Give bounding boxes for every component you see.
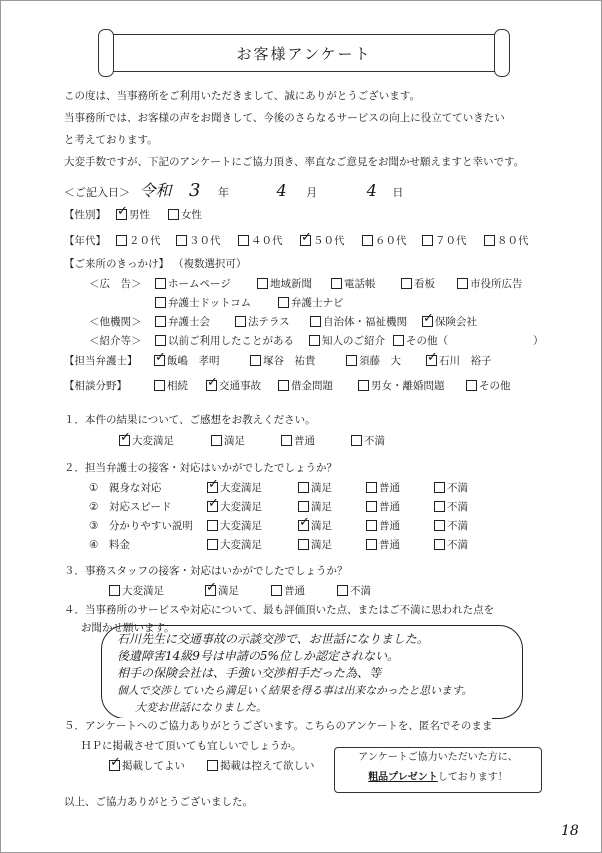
checkbox[interactable]	[362, 235, 373, 246]
option-label: 以前ご利用したことがある	[168, 335, 294, 347]
checkbox[interactable]	[278, 297, 289, 308]
checkbox[interactable]	[422, 316, 433, 327]
source-option[interactable]	[155, 333, 309, 348]
option-label: 不満	[447, 482, 468, 494]
gift-notice	[334, 747, 542, 793]
checkbox[interactable]	[235, 316, 246, 327]
q2-item	[89, 499, 468, 514]
checkbox[interactable]	[109, 585, 120, 596]
source-option[interactable]	[422, 314, 477, 329]
checkbox[interactable]	[116, 235, 127, 246]
option-label: 普通	[379, 539, 400, 551]
answer-line: 後遺障害14級9号は申請の5%位しか認定されない。	[117, 649, 399, 663]
checkbox[interactable]	[206, 380, 217, 391]
page-number: 18	[561, 823, 579, 839]
q5-options	[109, 758, 315, 773]
checkbox[interactable]	[366, 482, 377, 493]
checkbox[interactable]	[337, 585, 348, 596]
checkbox[interactable]	[155, 278, 166, 289]
date-month-unit: 月	[306, 186, 318, 199]
date-day: 4	[366, 181, 377, 200]
q1-option[interactable]	[351, 433, 385, 448]
checkbox[interactable]	[155, 316, 166, 327]
option-label: ８０代	[497, 235, 529, 247]
source-ads-row	[89, 276, 523, 291]
option-label: 普通	[294, 435, 315, 447]
option-label: 大変満足	[220, 520, 262, 532]
intro-line: この度は、当事務所をご利用いただきまして、誠にありがとうございます。	[64, 90, 420, 102]
checkbox[interactable]	[457, 278, 468, 289]
q2-option[interactable]	[366, 518, 434, 533]
option-label: 弁護士ナビ	[291, 297, 344, 309]
q1-option[interactable]	[211, 433, 281, 448]
source-note: （複数選択可）	[173, 258, 247, 270]
checkbox[interactable]	[176, 235, 187, 246]
date-year: 3	[189, 180, 201, 201]
option-label: 掲載は控えて欲しい	[220, 760, 315, 772]
checkbox[interactable]	[298, 539, 309, 550]
option-label: ホームページ	[168, 278, 231, 290]
option-label: 電話帳	[344, 278, 376, 290]
lawyer-row	[64, 353, 492, 368]
lawyer-option[interactable]	[426, 353, 492, 368]
option-label: 保険会社	[435, 316, 477, 328]
title-banner	[111, 34, 497, 72]
q2-option[interactable]	[366, 480, 434, 495]
option-label: 普通	[379, 520, 400, 532]
intro-line: 当事務所では、お客様の声をお聞きして、今後のさらなるサービスの向上に役立てていきたい	[64, 112, 505, 124]
date-day-unit: 日	[392, 186, 404, 199]
gender-label: 【性別】	[64, 209, 106, 221]
checkbox[interactable]	[434, 520, 445, 531]
checkbox[interactable]	[278, 380, 289, 391]
checkbox[interactable]	[434, 501, 445, 512]
option-label: その他（	[406, 335, 448, 347]
checkbox[interactable]	[298, 520, 309, 531]
field-option[interactable]	[466, 378, 511, 393]
age-label: 【年代】	[64, 235, 106, 247]
checkbox[interactable]	[109, 760, 120, 771]
checkbox[interactable]	[346, 355, 357, 366]
checkbox[interactable]	[331, 278, 342, 289]
q3-option[interactable]	[205, 583, 271, 598]
option-label: その他	[479, 380, 511, 392]
field-option[interactable]	[278, 378, 358, 393]
checkbox[interactable]	[366, 501, 377, 512]
date-era: 令和	[139, 181, 172, 200]
checkbox[interactable]	[257, 278, 268, 289]
option-label: 弁護士会	[168, 316, 210, 328]
option-label: 不満	[364, 435, 385, 447]
checkbox[interactable]	[154, 355, 165, 366]
checkbox[interactable]	[271, 585, 282, 596]
option-label: 女性	[181, 209, 202, 221]
q3-options	[109, 583, 371, 598]
option-label: 満足	[311, 539, 332, 551]
q2-item	[89, 480, 468, 495]
option-label: 大変満足	[122, 585, 164, 597]
option-label: 普通	[379, 482, 400, 494]
lawyer-option[interactable]	[154, 353, 250, 368]
scroll-cap-right	[494, 29, 510, 77]
age-option[interactable]	[238, 233, 300, 248]
option-label: ５０代	[313, 235, 345, 247]
checkbox[interactable]	[466, 380, 477, 391]
q1-option[interactable]	[119, 433, 211, 448]
q2-option[interactable]	[434, 518, 468, 533]
scroll-cap-left	[98, 29, 114, 77]
option-label: 不満	[447, 520, 468, 532]
intro-line: と考えております。	[64, 134, 158, 146]
option-label: 飯嶋 孝明	[167, 355, 220, 367]
q2-item-label: ② 対応スピード	[89, 501, 172, 513]
source-ads-row-2	[155, 295, 344, 310]
source-agency-row	[89, 314, 477, 329]
age-option[interactable]	[484, 233, 529, 248]
field-option[interactable]	[206, 378, 278, 393]
option-label: ２０代	[129, 235, 161, 247]
checkbox[interactable]	[366, 539, 377, 550]
other-close-paren: ）	[533, 335, 544, 347]
checkbox[interactable]	[238, 235, 249, 246]
option-label: ３０代	[189, 235, 221, 247]
option-label: 石川 裕子	[439, 355, 492, 367]
source-heading	[64, 256, 247, 271]
q2-option[interactable]	[434, 537, 468, 552]
checkbox[interactable]	[155, 297, 166, 308]
gender-option-male[interactable]	[116, 207, 168, 222]
q4-answer	[117, 631, 472, 716]
checkbox[interactable]	[434, 482, 445, 493]
q2-text: ２．担当弁護士の接客・対応はいかがでしたでしょうか？	[64, 462, 337, 474]
q5-text-2: ＨＰに掲載させて頂いても宜しいでしょうか。	[81, 740, 302, 752]
checkbox[interactable]	[298, 482, 309, 493]
option-label: 須藤 大	[359, 355, 401, 367]
q5-option[interactable]	[109, 758, 207, 773]
option-label: 大変満足	[220, 539, 262, 551]
checkbox[interactable]	[300, 235, 311, 246]
source-option[interactable]	[278, 295, 344, 310]
option-label: 知人のご紹介	[322, 335, 385, 347]
gender-row	[64, 207, 202, 222]
age-option[interactable]	[422, 233, 484, 248]
option-label: 地域新聞	[270, 278, 312, 290]
field-option[interactable]	[358, 378, 466, 393]
q2-option[interactable]	[207, 518, 298, 533]
date-label: ＜ご記入日＞	[64, 186, 130, 199]
lawyer-option[interactable]	[346, 353, 426, 368]
group-label: ＜紹介等＞	[89, 335, 142, 347]
option-label: 満足	[218, 585, 239, 597]
page-title: お客様アンケート	[236, 44, 372, 63]
option-label: 大変満足	[220, 501, 262, 513]
checkbox[interactable]	[250, 355, 261, 366]
checkbox[interactable]	[401, 278, 412, 289]
source-option[interactable]	[155, 314, 235, 329]
source-referral-row	[89, 333, 544, 348]
option-label: 不満	[447, 501, 468, 513]
group-label: ＜他機関＞	[89, 316, 142, 328]
checkbox[interactable]	[207, 482, 218, 493]
intro-text	[64, 85, 524, 173]
option-label: 大変満足	[132, 435, 174, 447]
group-label: ＜広 告＞	[89, 278, 142, 290]
q3-option[interactable]	[109, 583, 205, 598]
q2-option[interactable]	[298, 499, 366, 514]
q4-text-2: お聞かせ願います。	[81, 622, 175, 634]
source-option[interactable]	[155, 276, 257, 291]
date-year-unit: 年	[217, 186, 229, 199]
q2-option[interactable]	[207, 537, 298, 552]
answer-line: 石川先生に交通事故の示談交渉で、お世話になりました。	[117, 632, 429, 646]
option-label: ４０代	[251, 235, 283, 247]
field-label: 【相談分野】	[64, 380, 127, 392]
checkbox[interactable]	[366, 520, 377, 531]
q2-option[interactable]	[298, 537, 366, 552]
option-label: 普通	[379, 501, 400, 513]
checkbox[interactable]	[205, 585, 216, 596]
option-label: 塚谷 祐貴	[263, 355, 316, 367]
option-label: 男性	[129, 209, 150, 221]
q2-item	[89, 537, 468, 552]
option-label: 自治体・福祉機関	[323, 316, 407, 328]
source-option[interactable]	[257, 276, 331, 291]
checkbox[interactable]	[154, 380, 165, 391]
q3-option[interactable]	[271, 583, 337, 598]
q4-text: ４．当事務所のサービスや対応について、最も評価頂いた点、またはご不満に思われた点を	[64, 604, 495, 616]
option-label: 満足	[311, 482, 332, 494]
notice-tail: しております！	[437, 772, 508, 783]
source-option[interactable]	[457, 276, 523, 291]
option-label: 満足	[311, 520, 332, 532]
q2-item-label: ④ 料金	[89, 539, 130, 551]
lawyer-option[interactable]	[250, 353, 346, 368]
q2-item	[89, 518, 468, 533]
option-label: 交通事故	[219, 380, 261, 392]
intro-line: 大変手数ですが、下記のアンケートにご協力頂き、率直なご意見をお聞かせ願えますと幸いです。	[64, 156, 525, 168]
q3-text: ３．事務スタッフの接客・対応はいかがでしたでしょうか？	[64, 565, 348, 577]
age-option[interactable]	[116, 233, 176, 248]
source-option[interactable]	[309, 333, 393, 348]
gender-option-female[interactable]	[168, 207, 202, 222]
q2-option[interactable]	[434, 480, 468, 495]
q1-option[interactable]	[281, 433, 351, 448]
option-label: 満足	[311, 501, 332, 513]
source-option[interactable]	[331, 276, 401, 291]
option-label: 市役所広告	[470, 278, 523, 290]
option-label: 弁護士ドットコム	[168, 297, 252, 309]
option-label: 借金問題	[291, 380, 333, 392]
option-label: ７０代	[435, 235, 467, 247]
option-label: 法テラス	[248, 316, 290, 328]
checkbox[interactable]	[155, 335, 166, 346]
q1-options	[119, 433, 385, 448]
option-label: 満足	[224, 435, 245, 447]
option-label: 普通	[284, 585, 305, 597]
age-option[interactable]	[176, 233, 238, 248]
checkbox[interactable]	[434, 539, 445, 550]
q2-option[interactable]	[366, 499, 434, 514]
answer-line: 相手の保険会社は、手強い交渉相手だった為、等	[117, 666, 382, 680]
date-row	[64, 178, 403, 201]
checkbox[interactable]	[207, 520, 218, 531]
checkbox[interactable]	[426, 355, 437, 366]
option-label: 不満	[350, 585, 371, 597]
checkbox[interactable]	[116, 209, 127, 220]
checkbox[interactable]	[211, 435, 222, 446]
checkbox[interactable]	[207, 539, 218, 550]
age-option[interactable]	[300, 233, 362, 248]
checkbox[interactable]	[393, 335, 404, 346]
checkbox[interactable]	[207, 760, 218, 771]
date-month: 4	[276, 181, 287, 200]
checkbox[interactable]	[119, 435, 130, 446]
q5-text: ５．アンケートへのご協力ありがとうございます。こちらのアンケートを、匿名でそのまま	[64, 720, 493, 732]
option-label: 相続	[167, 380, 188, 392]
checkbox[interactable]	[281, 435, 292, 446]
source-option[interactable]	[235, 314, 310, 329]
source-option[interactable]	[155, 295, 278, 310]
checkbox[interactable]	[351, 435, 362, 446]
option-label: 看板	[414, 278, 435, 290]
q2-item-label: ③ 分かりやすい説明	[89, 520, 193, 532]
field-option[interactable]	[154, 378, 206, 393]
gift-text: 粗品プレゼント	[368, 772, 438, 783]
notice-line-2	[335, 768, 541, 788]
checkbox[interactable]	[358, 380, 369, 391]
checkbox[interactable]	[310, 316, 321, 327]
source-option[interactable]	[310, 314, 422, 329]
field-row	[64, 378, 511, 393]
option-label: 不満	[447, 539, 468, 551]
checkbox[interactable]	[298, 501, 309, 512]
q3-option[interactable]	[337, 583, 371, 598]
q2-option[interactable]	[434, 499, 468, 514]
answer-line: 大変お世話になりました。	[135, 701, 267, 714]
q2-option[interactable]	[298, 480, 366, 495]
q2-option[interactable]	[207, 499, 298, 514]
closing-text: 以上、ご協力ありがとうございました。	[64, 796, 253, 808]
checkbox[interactable]	[168, 209, 179, 220]
option-label: 掲載してよい	[122, 760, 185, 772]
q1-text: １．本件の結果について、ご感想をお教えください。	[64, 414, 316, 426]
q2-item-label: ① 親身な対応	[89, 482, 162, 494]
source-option[interactable]	[393, 333, 533, 348]
checkbox[interactable]	[484, 235, 495, 246]
q2-option[interactable]	[207, 480, 298, 495]
checkbox[interactable]	[207, 501, 218, 512]
q2-option[interactable]	[298, 518, 366, 533]
answer-line: 個人で交渉していたら満足いく結果を得る事は出来なかったと思います。	[117, 684, 473, 697]
notice-line: アンケートご協力いただいた方に、	[358, 752, 518, 763]
age-option[interactable]	[362, 233, 422, 248]
q5-option[interactable]	[207, 758, 315, 773]
lawyer-label: 【担当弁護士】	[64, 355, 138, 367]
age-row	[64, 233, 529, 248]
option-label: 大変満足	[220, 482, 262, 494]
option-label: 男女・離婚問題	[371, 380, 445, 392]
source-option[interactable]	[401, 276, 457, 291]
option-label: ６０代	[375, 235, 407, 247]
checkbox[interactable]	[422, 235, 433, 246]
source-label: 【ご来所のきっかけ】	[64, 258, 169, 270]
checkbox[interactable]	[309, 335, 320, 346]
q2-option[interactable]	[366, 537, 434, 552]
